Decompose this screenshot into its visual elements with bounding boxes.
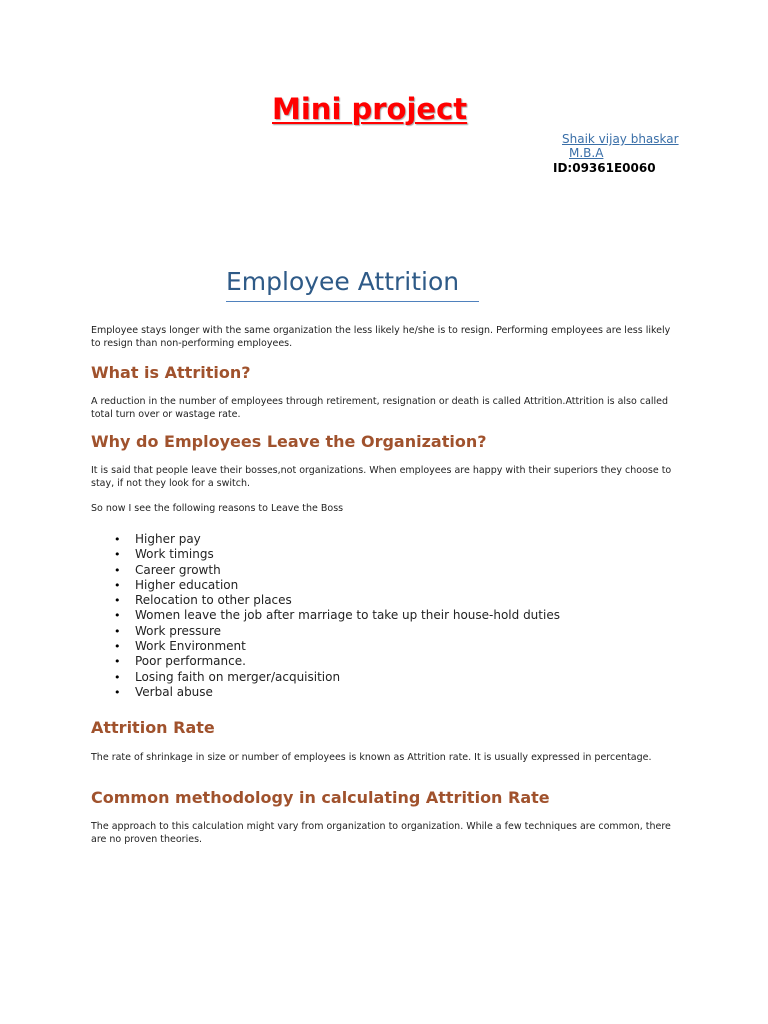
list-item-label: Higher education [135, 577, 239, 592]
list-item [114, 563, 560, 578]
list-item [114, 608, 560, 623]
bullet-icon: • [114, 624, 121, 638]
author-degree: M.B.A [569, 146, 604, 160]
bullet-icon: • [114, 594, 121, 608]
bullet-icon: • [114, 609, 121, 623]
author-name: Shaik vijay bhaskar [562, 132, 679, 146]
author-id: ID:09361E0060 [553, 161, 656, 175]
list-item-label: Work pressure [135, 623, 222, 638]
section-paragraph-why-leave: It is said that people leave their bosses,not organizations. When employees are happy with their superiors they choose to stay, if not they look for a switch. [91, 465, 672, 489]
bullet-icon: • [114, 640, 121, 654]
list-item-label: Losing faith on merger/acquisition [135, 669, 341, 684]
list-item [114, 532, 560, 547]
list-item-label: Higher pay [135, 532, 201, 546]
intro-paragraph: Employee stays longer with the same organization the less likely he/she is to resign. Performing employees are less likely to resign than non-performing employees. [91, 325, 671, 349]
list-item [114, 654, 560, 669]
main-title: Mini project [272, 92, 468, 126]
bullet-icon: • [114, 563, 121, 577]
section-heading-methodology: Common methodology in calculating Attrition Rate [91, 788, 550, 807]
reasons-intro: So now I see the following reasons to Leave the Boss [91, 503, 344, 514]
reasons-list [114, 532, 560, 700]
bullet-icon: • [114, 533, 121, 546]
bullet-icon: • [114, 578, 121, 592]
section-paragraph-attrition-rate: The rate of shrinkage in size or number of employees is known as Attrition rate. It is usually expressed in percentage. [91, 752, 652, 763]
list-item [114, 624, 560, 639]
list-item-label: Relocation to other places [135, 593, 292, 608]
bullet-icon: • [114, 685, 121, 699]
section-paragraph-methodology: The approach to this calculation might vary from organization to organization. While a few techniques are common, there are no proven theories. [91, 821, 671, 845]
title-underline-rule [226, 301, 479, 302]
bullet-icon: • [114, 655, 121, 669]
list-item-label: Career growth [135, 562, 221, 577]
list-item [114, 547, 560, 562]
list-item-label: Work Environment [135, 639, 246, 654]
list-item [114, 685, 560, 700]
list-item [114, 670, 560, 685]
list-item-label: Work timings [135, 547, 214, 562]
list-item-label: Poor performance. [135, 654, 246, 669]
section-paragraph-what-is-attrition: A reduction in the number of employees through retirement, resignation or death is called Attrition.Attrition is also called total turn over or wastage rate. [91, 396, 669, 420]
list-item-label: Women leave the job after marriage to take up their house-hold duties [135, 608, 560, 623]
list-item-label: Verbal abuse [135, 684, 213, 699]
section-heading-attrition-rate: Attrition Rate [91, 718, 215, 737]
list-item [114, 593, 560, 608]
bullet-icon: • [114, 548, 121, 562]
section-heading-why-leave: Why do Employees Leave the Organization? [91, 432, 487, 451]
list-item [114, 639, 560, 654]
bullet-icon: • [114, 670, 121, 684]
document-title: Employee Attrition [226, 267, 460, 296]
section-heading-what-is-attrition: What is Attrition? [91, 363, 251, 382]
list-item [114, 578, 560, 593]
